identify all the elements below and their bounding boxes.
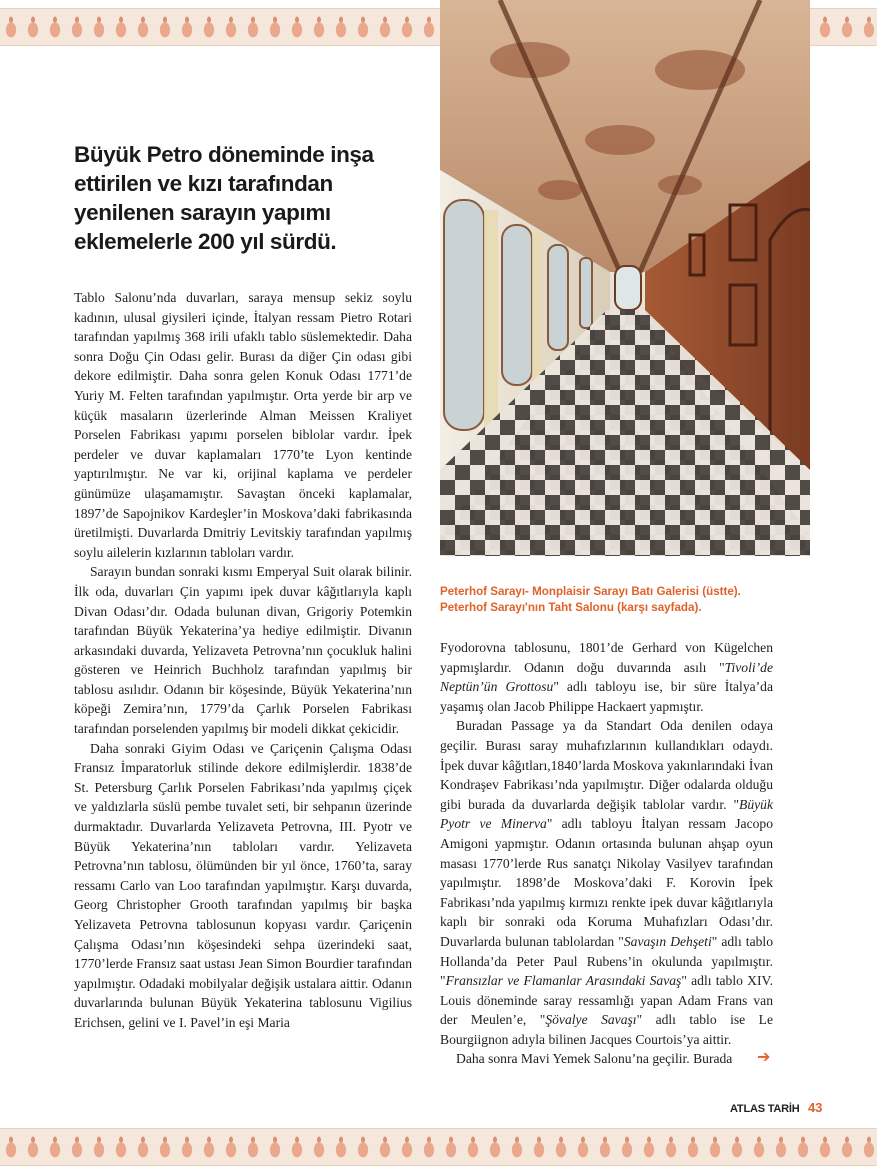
caption-line-1: Peterhof Sarayı- Monplaisir Sarayı Batı Galerisi (üstte). — [440, 585, 741, 598]
painting-title: Tivoli’de Neptün’ün Grottosu — [440, 659, 773, 695]
right-text-column — [440, 638, 773, 1069]
page-footer — [730, 1099, 822, 1117]
painting-title: Şövalye Savaşı — [545, 1012, 637, 1028]
painting-title: Savaşın Dehşeti — [623, 933, 712, 949]
photo-caption — [440, 584, 820, 616]
left-text-column — [74, 288, 412, 1033]
magazine-name: ATLAS TARİH — [730, 1103, 800, 1115]
painting-title: Fransızlar ve Flamanlar Arasındaki Savaş — [445, 973, 682, 989]
gallery-photo — [440, 0, 810, 556]
headline: Büyük Petro döneminde inşa ettirilen ve kızı tarafından yenilenen sarayın yapımı eklemelerle 200 yıl sürdü. — [74, 142, 374, 254]
painting-title: Büyük Pyotr ve Minerva — [440, 796, 773, 832]
paragraph: Daha sonraki Giyim Odası ve Çariçenin Çalışma Odası Fransız İmparatorluk stilinde dekore edilmişlerdir. 1838’de St. Petersburg Çarlık Porselen Fabrikası’nda yapılmış çiçek ve yaldızlarla süslü pembe tuvalet seti, bir sehpanın üzerinde durmaktadır. Duvarlarda Yelizaveta Petrovna, III. Pyotr ve Büyük Yekaterina’nın tabloları vardır. Yelizaveta Petrovna’nın tablosu, ölümünden bir yıl önce, 1760’ta, saray ressamı Carlo van Loo tarafından yapılmıştır. Karşı duvarda, Georg Christopher Grooth tarafından yapılmış bir başka Yelizaveta Petrovna tablosunun kopyası vardır. Çariçenin Çalışma Odası’nın köşesindeki sehpa üzerindeki saat, 1770’lerde Fransız saat ustası Jean Simon Bourdier tarafından yapılmıştır. Odadaki mobilyalar değişik ustalara aittir. Odanın duvarlarında bulunan Büyük Yekaterina tablosunu Vigilius Erichsen, gelini ve I. Pavel’in eşi Maria — [74, 740, 412, 1030]
caption-line-2: Peterhof Sarayı'nın Taht Salonu (karşı sayfada). — [440, 601, 702, 614]
paragraph: Fyodorovna tablosunu, 1801’de Gerhard von Kügelchen yapmışlardır. Odanın doğu duvarında asılı "Tivoli’de Neptün’ün Grottosu" adlı tabloyu ise, bir süre İtalya’da yaşamış olan Jacob Philippe Hackaert yapmıştır. — [440, 640, 774, 714]
paragraph: Buradan Passage ya da Standart Oda denilen odaya geçilir. Burası saray muhafızlarının kullandıkları odaydı. İpek duvar kâğıtları,1840’larda Moskova yakınlarındaki İvan Kondraşev Fabrikası’nda yapılmıştır. Diğer odalarda olduğu gibi burada da duvarlarda değişik tablolar vardır. "Büyük Pyotr ve Minerva" adlı tabloyu İtalyan ressam Jacopo Amigoni yapmıştır. Odanın ortasında bulunan ahşap oyun masası 1770’lerde Rus sanatçı Nikolay Vasilyev tarafından yapılmıştır. 1898’de Moskova’daki F. Korovin İpek Fabrikası’nda yapılmış kırmızı renkte ipek duvar kâğıtlarıyla kaplı bir sonraki oda Koruma Muhafızları Odası’dır. Duvarlarda bulunan tablolardan "Savaşın Dehşeti" adlı tablo Hollanda’da Peter Paul Rubens’in okulunda yapılmıştır. "Fransızlar ve Flamanlar Arasındaki Savaş" adlı tablo XIV. Louis döneminde saray ressamlığı yapan Adam Frans van der Meulen’e, "Şövalye Savaşı" adlı tablo ise Le Bourgiignon adıyla bilinen Jacques Courtois’ya aittir. — [440, 718, 774, 1047]
paragraph: Tablo Salonu’nda duvarları, saraya mensup sekiz soylu kadının, ulusal giysileri içinde, İtalyan ressam Pietro Rotari tarafından yapılmış 368 irili ufaklı tablo süslemektedir. Daha sonra Doğu Çin Odası gelir. Burası da diğer Çin odası gibi dekore edilmiştir. Daha sonra gelen Konuk Odası 1771’de Yuriy M. Felten tarafından yapılmıştır. Orta yerde bir arp ve küçük masaların üzerlerinde Alman Meissen Kraliyet Porselen Fabrikası yapımı porselen biblolar vardır. İpek perdeler ve duvar kaplamaları 1770’te Lyon kentinde yaptırılmıştır. Ne var ki, orijinal kaplama ve perdeler günümüze ulaşamamıştır. Savaştan önceki kaplamalar, 1897’de Sapojnikov Kardeşler’in Moskova’daki fabrikasında üretilmişti. Duvarlarda Dmitriy Levitskiy tarafından yapılmış soylu ailelerin kızlarının tabloları vardır. — [74, 290, 412, 560]
right-arrow-icon: ➔ — [757, 1047, 771, 1066]
page-number: 43 — [807, 1100, 823, 1115]
paragraph: Sarayın bundan sonraki kısmı Emperyal Suit olarak bilinir. İlk oda, duvarları Çin yapımı ipek duvar kâğıtlarıyla kaplı Divan Odası’dır. Odada bulunan divan, Grigoriy Potemkin tarafından Büyük Yekaterina’ya hediye edilmiştir. Divanın arkasındaki duvarda, Yelizaveta Petrovna’nın çocukluk halini gösteren ve Heinrich Buchholz tarafından yapılmış bir tablosu asılıdır. Odanın bir köşesinde, Büyük Yekaterina’nın köpeği Zemira’nın, 1779’da Çarlık Porselen Fabrikası tarafından porselenden yapılmış bir modeli dikkat çekicidir. — [74, 564, 412, 737]
bottom-ornament-border — [0, 1128, 877, 1166]
paragraph: Daha sonra Mavi Yemek Salonu’na geçilir. Burada — [456, 1051, 733, 1067]
